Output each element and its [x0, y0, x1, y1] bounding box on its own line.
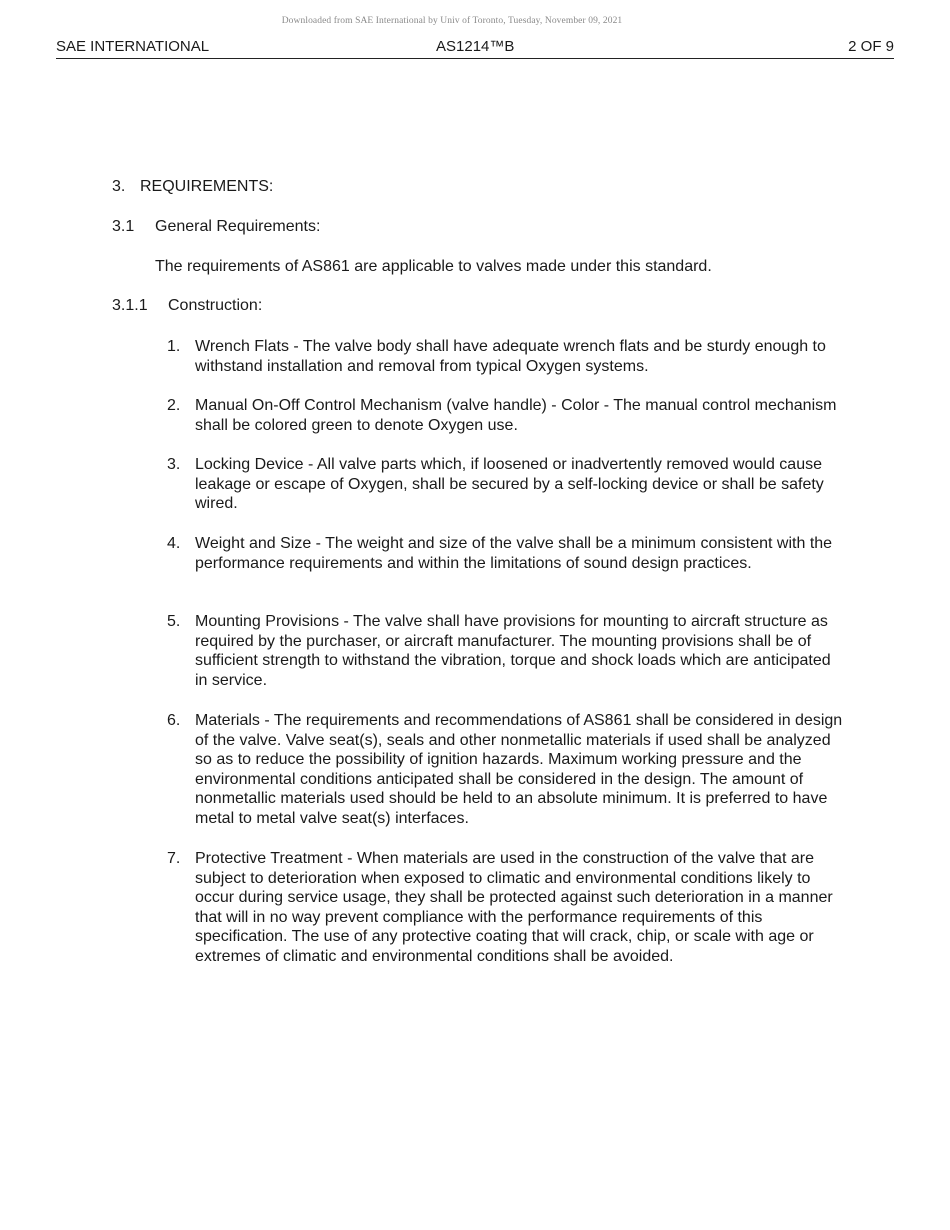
- list-item-text: Wrench Flats - The valve body shall have adequate wrench flats and be sturdy enough to withstand installation and removal from typical Oxygen systems.: [195, 338, 826, 375]
- section-3-number: 3.: [112, 178, 126, 195]
- list-item-text: Locking Device - All valve parts which, if loosened or inadvertently removed would cause leakage or escape of Oxygen, shall be secured by a self-locking device or shall be safety wired.: [195, 456, 824, 512]
- section-3-title: REQUIREMENTS:: [140, 178, 274, 195]
- list-item-text: Manual On-Off Control Mechanism (valve handle) - Color - The manual control mechanism shall be colored green to denote Oxygen use.: [195, 397, 837, 434]
- download-watermark: Downloaded from SAE International by Univ of Toronto, Tuesday, November 09, 2021: [281, 16, 623, 26]
- list-item-number: 2.: [167, 397, 181, 414]
- list-item-number: 5.: [167, 613, 181, 630]
- section-3-1-number: 3.1: [112, 218, 135, 235]
- section-3-1-title: General Requirements:: [155, 218, 321, 235]
- list-item-number: 7.: [167, 850, 181, 867]
- header-doc-id: AS1214™B: [436, 38, 515, 55]
- header-page-number: 2 OF 9: [848, 38, 894, 55]
- list-item-number: 4.: [167, 535, 181, 552]
- list-item-text: Materials - The requirements and recommendations of AS861 shall be considered in design of the valve. Valve seat(s), seals and other nonmetallic materials if used shall be analyzed so as to reduce the possibility of ignition hazards. Maximum working pressure and the environmental conditions anticipated shall be considered in the design. The amount of nonmetallic materials used should be held to an absolute minimum. It is preferred to have metal to metal valve seat(s) interfaces.: [195, 712, 843, 827]
- section-3-1-1-number: 3.1.1: [112, 297, 148, 314]
- list-item-text: Protective Treatment - When materials are used in the construction of the valve that are subject to deterioration when exposed to climatic and environmental conditions likely to occur during service usage, they shall be protected against such deterioration in a manner that will in no way prevent compliance with the performance requirements of this specification. The use of any protective coating that will crack, chip, or scale with age or extremes of climatic and environmental conditions shall be avoided.: [195, 850, 833, 965]
- list-item-text: Weight and Size - The weight and size of the valve shall be a minimum consistent with the performance requirements and within the limitations of sound design practices.: [195, 535, 833, 572]
- list-item-number: 3.: [167, 456, 181, 473]
- page-header: [56, 38, 894, 59]
- header-org: SAE INTERNATIONAL: [56, 38, 210, 55]
- list-item-number: 1.: [167, 338, 181, 355]
- list-item-text: Mounting Provisions - The valve shall have provisions for mounting to aircraft structure as required by the purchaser, or aircraft manufacturer. The mounting provisions shall be of sufficient strength to withstand the vibration, torque and shock loads which are anticipated in service.: [195, 613, 831, 689]
- section-3-1-1-title: Construction:: [168, 297, 263, 314]
- list-item-number: 6.: [167, 712, 181, 729]
- section-3-1-body: The requirements of AS861 are applicable to valves made under this standard.: [155, 258, 712, 275]
